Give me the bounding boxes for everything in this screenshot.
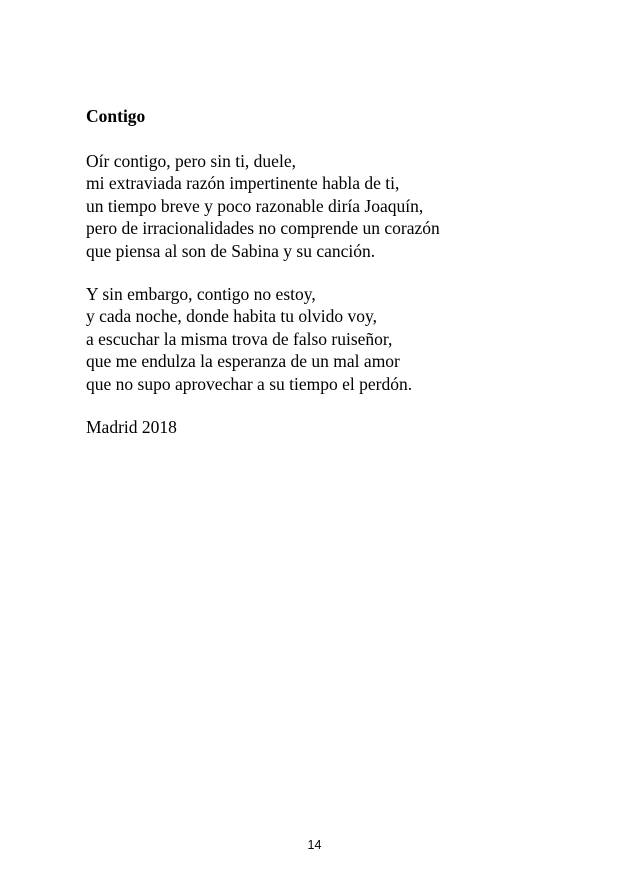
stanza-2 — [86, 283, 606, 395]
poem-title: Contigo — [86, 106, 146, 126]
poem — [86, 106, 606, 438]
poem-line: Oír contigo, pero sin ti, duele, — [86, 151, 296, 171]
place-date: Madrid 2018 — [86, 417, 177, 438]
poem-line: Y sin embargo, contigo no estoy, — [86, 284, 316, 305]
poem-line: que piensa al son de Sabina y su canción. — [86, 240, 376, 261]
page-number: 14 — [307, 838, 322, 852]
poem-line: pero de irracionalidades no comprende un corazón — [86, 218, 440, 239]
poem-line: que no supo aprovechar a su tiempo el perdón. — [86, 373, 413, 394]
stanza-1 — [86, 150, 606, 262]
poem-line: y cada noche, donde habita tu olvido voy, — [86, 306, 377, 327]
poem-line: mi extraviada razón impertinente habla de ti, — [86, 173, 400, 194]
poem-line: a escuchar la misma trova de falso ruiseñor, — [86, 328, 393, 349]
poem-line: que me endulza la esperanza de un mal amor — [86, 351, 400, 372]
poem-line: un tiempo breve y poco razonable diría Joaquín, — [86, 195, 424, 216]
